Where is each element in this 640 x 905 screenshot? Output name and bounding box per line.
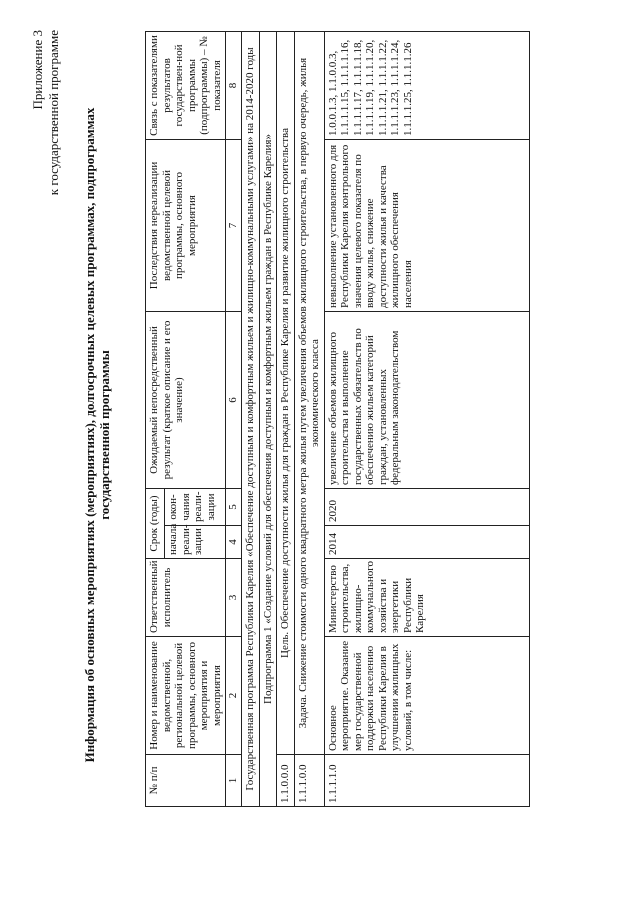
header-start: начала реали-зации [165, 526, 226, 559]
row-num: 1.1.1.1.0 [324, 755, 529, 807]
document-title [82, 75, 112, 795]
col-number: 7 [226, 139, 242, 311]
document-title-line-1: Информация об основных мероприятиях (мероприятиях), долгосрочных целевых программах, подпрограммах [82, 107, 97, 763]
col-number: 5 [226, 488, 242, 525]
appendix-line-2: к государственной программе [46, 30, 61, 196]
row-consequence: невыполнение установленного для Республики Карелия контрольного значения целевого показателя по вводу жилья, снижение доступности жилья и качества жилищного обеспечения населения [324, 139, 529, 311]
col-number: 6 [226, 311, 242, 488]
goal-row [277, 31, 295, 806]
subprogram-row [259, 31, 277, 806]
header-num: № п/п [146, 755, 226, 807]
table-row [324, 31, 529, 806]
row-end-year: 2020 [324, 488, 529, 525]
goal-code: 1.1.0.0.0 [277, 755, 295, 807]
measures-table [145, 31, 530, 807]
goal-text: Цель. Обеспечение доступности жилья для граждан в Республике Карелия и развитие жилищного строительства [277, 31, 295, 754]
header-result: Ожидаемый непосредственный результат (краткое описание и его значение) [146, 311, 226, 488]
appendix-line-1: Приложение 3 [30, 30, 45, 110]
col-number: 8 [226, 31, 242, 139]
column-number-row [226, 31, 242, 806]
row-result: увеличение объемов жилищного строительства и выполнение государственных обязательств по обеспечению жильем категорий граждан, установленных федеральным законодательством [324, 311, 529, 488]
row-executor: Министерство строительства, жилищно-коммунального хозяйства и энергетики Республики Карелия [324, 559, 529, 637]
row-name: Основное мероприятие. Оказание мер государственной поддержки населению Республики Карелия в улучшении жилищных условий, в том числе: [324, 637, 529, 755]
col-number: 3 [226, 559, 242, 637]
row-indicators: 1.0.0.1.3, 1.1.0.0.3, 1.1.1.1.15, 1.1.1.1.16, 1.1.1.1.17, 1.1.1.1.18, 1.1.1.1.19, 1.1.1.1.20, 1.1.1.1.21, 1.1.1.1.22, 1.1.1.1.23, 1.1.1.1.24, 1.1.1.1.25, 1.1.1.1.26 [324, 31, 529, 139]
program-title: Государственная программа Республики Карелия «Обеспечение доступным и комфортным жильем и жилищно-коммунальными услугами» на 2014-2020 годы [242, 31, 260, 806]
header-name: Номер и наименование ведомственной, региональной целевой программы, основного мероприятия и мероприятия [146, 637, 226, 755]
header-term: Срок (годы) [146, 488, 165, 558]
task-row [294, 31, 324, 806]
program-row [242, 31, 260, 806]
task-code: 1.1.1.0.0 [294, 755, 324, 807]
appendix-note [30, 30, 62, 195]
task-text: Задача. Снижение стоимости одного квадратного метра жилья путем увеличения объемов жилищного строительства, в первую очередь, жилья экономического класса [294, 31, 324, 754]
header-indicators: Связь с показателями результатов государствен-ной программы (подпрограммы) – № показателя [146, 31, 226, 139]
header-row [146, 31, 165, 806]
header-end: окон-чания реали-зации [165, 488, 226, 525]
subprogram-title: Подпрограмма 1 «Создание условий для обеспечения доступным и комфортным жильем граждан в Республике Карелия» [259, 31, 277, 806]
col-number: 1 [226, 755, 242, 807]
row-start-year: 2014 [324, 526, 529, 559]
col-number: 4 [226, 526, 242, 559]
col-number: 2 [226, 637, 242, 755]
header-executor: Ответственный исполнитель [146, 559, 226, 637]
header-consequence: Последствия нереализации ведомственной целевой программы, основного мероприятия [146, 139, 226, 311]
document-title-line-2: государственной программы [97, 350, 112, 520]
